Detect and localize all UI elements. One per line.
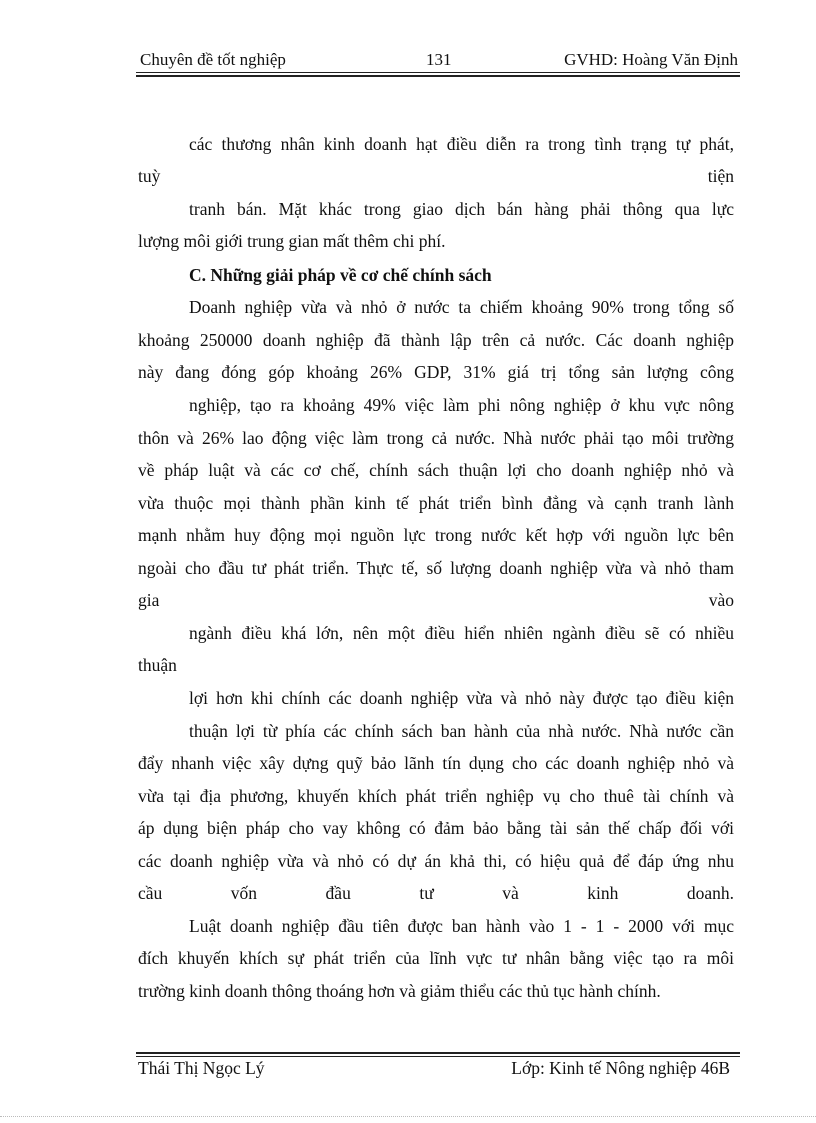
footer-rule-thick <box>136 1052 740 1054</box>
body-line: về pháp luật và các cơ chế, chính sách thuận lợi cho doanh nghiệp nhỏ và <box>138 460 734 480</box>
body-word: doanh. <box>686 883 734 903</box>
footer-class: Lớp: Kinh tế Nông nghiệp 46B <box>511 1058 730 1078</box>
body-line: vừa thuộc mọi thành phần kinh tế phát triển bình đẳng và cạnh tranh lành <box>138 493 734 513</box>
body-line: nghiệp, tạo ra khoảng 49% việc làm phi nông nghiệp ở khu vực nông <box>189 395 734 415</box>
footer-rule-thin <box>136 1056 740 1057</box>
body-line <box>138 882 734 904</box>
body-line: thuận <box>138 655 177 675</box>
body-line <box>138 589 734 611</box>
body-word: tuỳ <box>138 166 161 186</box>
footer-author: Thái Thị Ngọc Lý <box>138 1058 265 1078</box>
section-heading: C. Những giải pháp về cơ chế chính sách <box>189 265 492 285</box>
body-line: các thương nhân kinh doanh hạt điều diễn ra trong tình trạng tự phát, <box>189 134 734 154</box>
body-line: vừa tại địa phương, khuyến khích phát triển nghiệp vụ cho thuê tài chính và <box>138 786 734 806</box>
body-word: tiện <box>707 166 734 186</box>
body-line: thôn và 26% lao động việc làm trong cả nước. Nhà nước phải tạo môi trường <box>138 428 734 448</box>
body-line: trường kinh doanh thông thoáng hơn và giảm thiểu các thủ tục hành chính. <box>138 981 661 1001</box>
body-word: gia <box>138 590 160 610</box>
body-line: Luật doanh nghiệp đầu tiên được ban hành vào 1 - 1 - 2000 với mục <box>189 916 734 936</box>
body-word: vào <box>708 590 734 610</box>
body-line: đẩy nhanh việc xây dựng quỹ bảo lãnh tín dụng cho các doanh nghiệp nhỏ và <box>138 753 734 773</box>
body-word: vốn <box>230 883 258 903</box>
body-word: tư <box>419 883 434 903</box>
page-bottom-divider <box>0 1116 816 1117</box>
header-supervisor: GVHD: Hoàng Văn Định <box>564 50 738 69</box>
body-line: này đang đóng góp khoảng 26% GDP, 31% giá trị tổng sản lượng công <box>138 362 734 382</box>
body-line: đích khuyến khích sự phát triển của lĩnh vực tư nhân bằng việc tạo ra môi <box>138 948 734 968</box>
body-line: lượng môi giới trung gian mất thêm chi phí. <box>138 231 446 251</box>
body-word: kinh <box>587 883 619 903</box>
body-line: thuận lợi từ phía các chính sách ban hành của nhà nước. Nhà nước cần <box>189 721 734 741</box>
body-word: và <box>502 883 519 903</box>
body-line: lợi hơn khi chính các doanh nghiệp vừa và nhỏ này được tạo điều kiện <box>189 688 734 708</box>
body-line: ngành điều khá lớn, nên một điều hiển nhiên ngành điều sẽ có nhiều <box>189 623 734 643</box>
body-line: áp dụng biện pháp cho vay không có đảm bảo bằng tài sản thế chấp đối với <box>138 818 734 838</box>
body-line <box>138 165 734 187</box>
body-line: Doanh nghiệp vừa và nhỏ ở nước ta chiếm khoảng 90% trong tổng số <box>189 297 734 317</box>
body-line: các doanh nghiệp vừa và nhỏ có dự án khả thi, có hiệu quả để đáp ứng nhu <box>138 851 734 871</box>
body-word: cầu <box>138 883 163 903</box>
body-line: khoảng 250000 doanh nghiệp đã thành lập trên cả nước. Các doanh nghiệp <box>138 330 734 350</box>
body-word: đầu <box>325 883 351 903</box>
header-document-title: Chuyên đề tốt nghiệp <box>140 50 286 69</box>
body-line: tranh bán. Mặt khác trong giao dịch bán hàng phải thông qua lực <box>189 199 734 219</box>
body-line: mạnh nhằm huy động mọi nguồn lực trong nước kết hợp với nguồn lực bên <box>138 525 734 545</box>
body-line: ngoài cho đầu tư phát triển. Thực tế, số lượng doanh nghiệp vừa và nhỏ tham <box>138 558 734 578</box>
page-footer <box>136 1058 740 1082</box>
header-page-number: 131 <box>426 50 452 69</box>
